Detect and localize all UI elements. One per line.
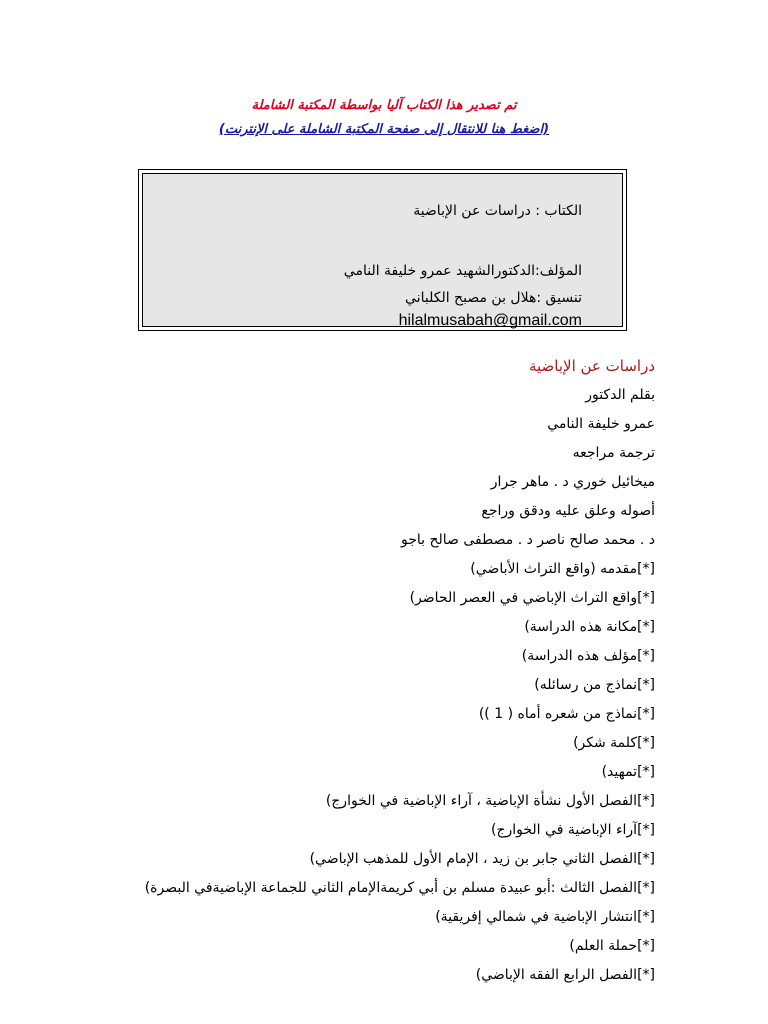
book-info-panel bbox=[142, 173, 623, 327]
formatting-line: تنسيق :هلال بن مصبح الكلباني bbox=[405, 290, 582, 306]
toc-entry[interactable]: [*]انتشار الإباضية في شمالي إفريقية) bbox=[435, 909, 655, 925]
toc-entry[interactable]: [*]الفصل الثالث :أبو عبيدة مسلم بن أبي كريمةالإمام الثاني للجماعة الإباضيةفي البصرة) bbox=[144, 880, 655, 896]
credit-line: عمرو خليفة النامي bbox=[547, 416, 655, 432]
book-contents bbox=[145, 352, 655, 990]
toc-entry[interactable]: [*]الفصل الرابع الفقه الإباضي) bbox=[475, 967, 655, 983]
online-library-link[interactable]: (اضغط هنا للانتقال إلى صفحة المكتبة الشاملة على الإنترنت) bbox=[218, 122, 550, 137]
credit-line: أصوله وعلق عليه ودقق وراجع bbox=[481, 503, 655, 519]
book-info-box bbox=[138, 169, 627, 331]
toc-entry[interactable]: [*]حملة العلم) bbox=[569, 938, 655, 954]
credit-line: ترجمة مراجعه bbox=[572, 445, 655, 461]
credit-line: د . محمد صالح ناصر د . مصطفى صالح باجو bbox=[400, 532, 655, 548]
toc-entry[interactable]: [*]مقدمه (واقع التراث الأباضي) bbox=[470, 561, 655, 577]
export-notice: تم تصدير هذا الكتاب آليا بواسطة المكتبة الشاملة bbox=[251, 98, 517, 113]
export-header bbox=[0, 94, 768, 142]
contact-email[interactable]: hilalmusabah@gmail.com bbox=[398, 312, 582, 329]
toc-entry[interactable]: [*]الفصل الثاني جابر بن زيد ، الإمام الأول للمذهب الإباضي) bbox=[309, 851, 655, 867]
toc-entry[interactable]: [*]نماذج من شعره أماه ( 1 )) bbox=[478, 706, 655, 722]
toc-entry[interactable]: [*]مؤلف هذه الدراسة) bbox=[521, 648, 655, 664]
toc-entry[interactable]: [*]واقع التراث الإباضي في العصر الحاضر) bbox=[409, 590, 655, 606]
toc-entry[interactable]: [*]نماذج من رسائله) bbox=[534, 677, 655, 693]
toc-entry[interactable]: [*]كلمة شكر) bbox=[573, 735, 655, 751]
toc-entry[interactable]: [*]الفصل الأول نشأة الإباضية ، آراء الإباضية في الخوارج) bbox=[325, 793, 655, 809]
book-title-line: الكتاب : دراسات عن الإباضية bbox=[413, 203, 582, 219]
author-line: المؤلف:الدكتورالشهيد عمرو خليفة النامي bbox=[343, 263, 582, 279]
toc-entry[interactable]: [*]تمهيد) bbox=[601, 764, 655, 780]
credit-line: ميخائيل خوري د . ماهر جرار bbox=[490, 474, 655, 490]
toc-entry[interactable]: [*]آراء الإباضية في الخوارج) bbox=[491, 822, 655, 838]
toc-entry[interactable]: [*]مكانة هذه الدراسة) bbox=[524, 619, 655, 635]
credit-line: بقلم الدكتور bbox=[585, 387, 655, 403]
book-heading: دراسات عن الإباضية bbox=[528, 357, 655, 375]
